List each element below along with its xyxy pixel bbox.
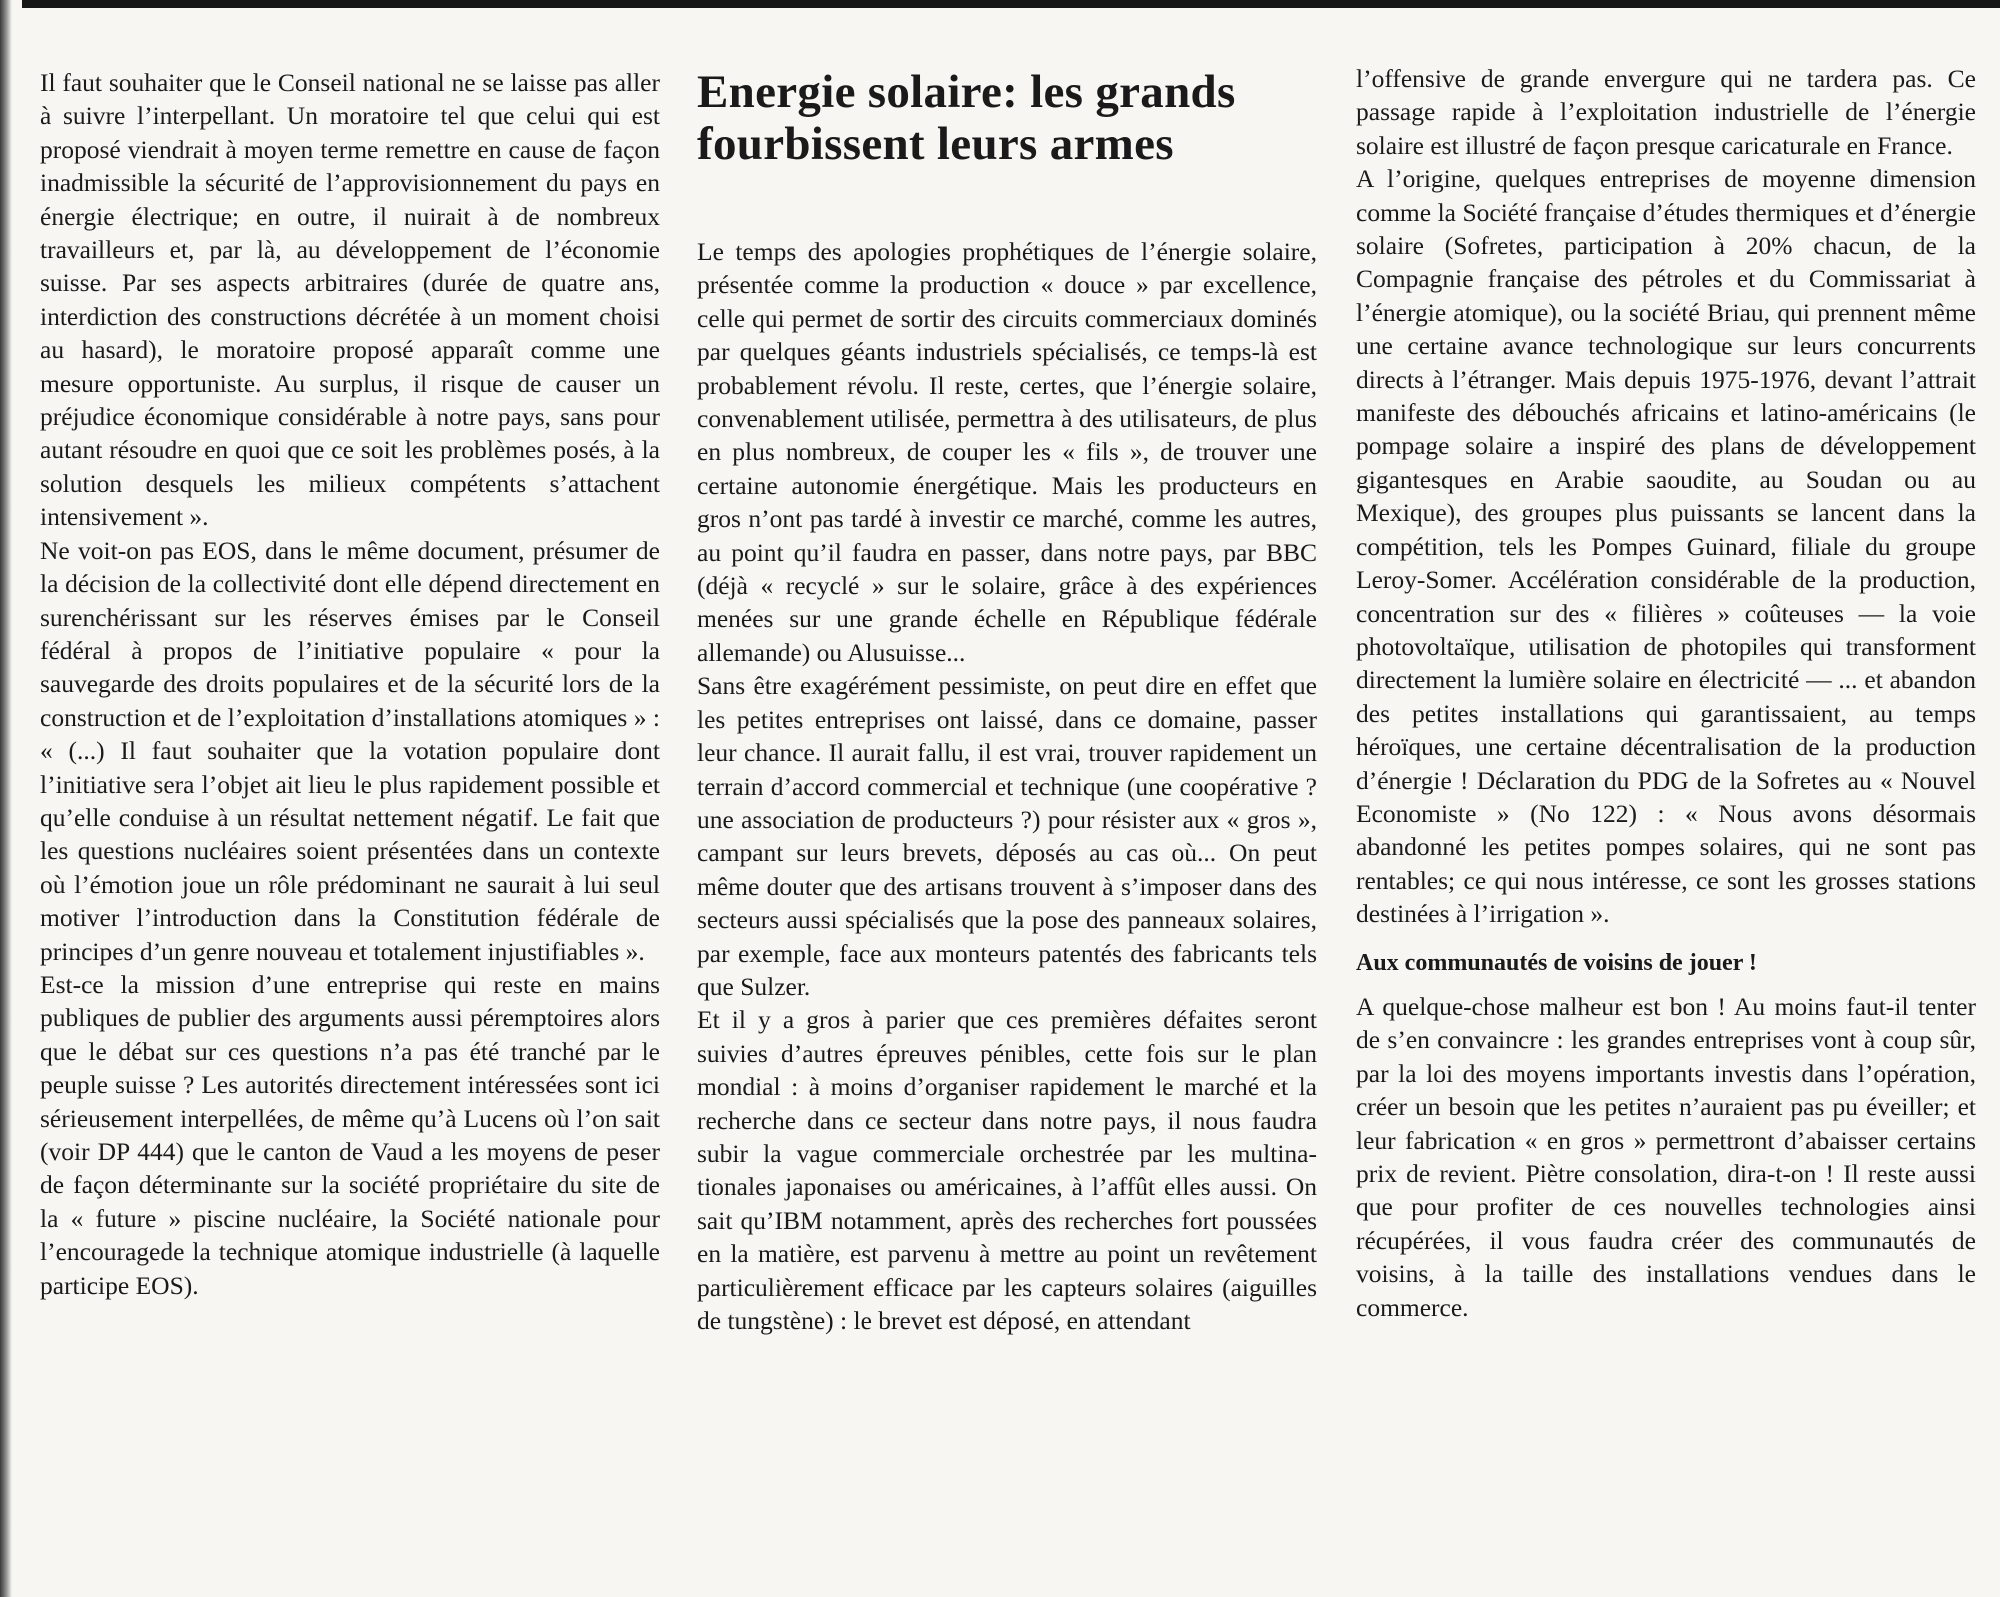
column-3-paragraph-2: A l’origine, quelques entreprises de moyenne dimension comme la Société française d’études thermiques et d’énergie solaire (Sofretes, participation à 20% chacun, de la Compagnie française des pétroles et du Commissariat à l’énergie atomique), ou la société Briau, qui prennent même une certaine avance technologique sur leurs concurrents directs à l’étranger. Mais depuis 1975-1976, devant l’attrait manifeste des débouchés africains et latino-américains (le pompage solaire a inspiré des plans de développement gigantesques en Arabie saoudite, au Soudan ou au Mexique), des groupes plus puissants se lancent dans la compétition, tels les Pompes Guinard, filiale du groupe Leroy-Somer. Accélération considérable de la production, concentration sur des « filières » coûteuses — la voie photovoltaïque, utilisation de photopiles qui transforment directement la lumière solaire en électricité — ... et abandon des petites installations qui garantissaient, au temps héroïques, une certaine décentralisation de la production d’énergie ! Déclaration du PDG de la Sofretes au « Nouvel Economiste » (No 122) : « Nous avons désormais abandonné les petites pompes solaires, qui ne sont pas rentables; ce qui nous intéresse, ce sont les grosses stations destinées à l’irrigation ». (1356, 164, 1976, 929)
section-subheading: Aux communautés de voisins de jouer ! (1356, 949, 1757, 976)
article-headline: Energie solaire: les grands fourbissent leurs armes (697, 66, 1236, 170)
column-3-paragraph-3: A quelque-chose malheur est bon ! Au moins faut-il tenter de s’en convaincre : les grandes entreprises vont à coup sûr, par la loi des moyens importants investis dans l’opération, créer un besoin que les petites n’auraient pas pu éveiller; et leur fabrication « en gros » permettront d’abaisser certains prix de revient. Piètre consolation, dira-t-on ! Il reste aussi que pour profiter de ces nouvelles technologies ainsi récupérées, il vous faudra créer des communautés de voisins, à la taille des installations vendues dans le commerce. (1356, 991, 1976, 1322)
column-3-paragraph-1: l’offensive de grande envergure qui ne tardera pas. Ce passage rapide à l’exploitation industrielle de l’énergie solaire est illustré de façon presque caricaturale en France. (1356, 64, 1976, 160)
page-edge-shadow (0, 0, 12, 1597)
column-1-paragraph-3: Est-ce la mission d’une entreprise qui reste en mains publiques de publier des arguments aussi péremptoires alors que le débat sur ces questions n’a pas été tranché par le peuple suisse ? Les autorités directement intéressées sont ici sérieusement interpellées, de même qu’à Lucens où l’on sait (voir DP 444) que le canton de Vaud a les moyens de peser de façon déterminante sur la société propriétaire du site de la « future » piscine nucléaire, la Société nationale pour l’encouragede la technique atomique industrielle (à laquelle participe EOS). (40, 969, 660, 1300)
top-rule (22, 0, 2000, 8)
column-1 (40, 66, 660, 1302)
column-2-paragraph-2: Sans être exagérément pessimiste, on peut dire en effet que les petites entreprises ont laissé, dans ce domaine, passer leur chance. Il aurait fallu, il est vrai, trouver rapidement un terrain d’accord commercial et technique (une coopérative ? une association de producteurs ?) pour résister aux « gros », campant sur leurs brevets, déposés au cas où... On peut même douter que des artisans trouvent à s’imposer dans des secteurs aussi spécialisés que la pose des panneaux solaires, par exemple, face aux monteurs patentés des fabricants tels que Sulzer. (697, 671, 1317, 1001)
column-3 (1356, 62, 1976, 1324)
column-1-paragraph-2: Ne voit-on pas EOS, dans le même document, présumer de la décision de la collectivité dont elle dépend directement en surenchérissant sur les réserves émises par le Conseil fédéral à propos de l’initiative populaire « pour la sauvegarde des droits populaires et de la sécurité lors de la construction et de l’exploitation d’installations atomiques » : « (...) Il faut souhaiter que la votation populaire dont l’initiative sera l’objet ait lieu le plus rapidement possible et qu’elle conduise à un résultat nettement négatif. Le fait que les questions nucléaires soient présentées dans un contexte où l’émotion joue un rôle prédominant ne saurait à lui seul motiver l’introduction dans la Constitution fédérale de principes d’un genre nouveau et totalement injustifiables ». (40, 535, 660, 966)
column-2-paragraph-3: Et il y a gros à parier que ces premières défaites seront suivies d’autres épreuves pénibles, cette fois sur le plan mondial : à moins d’organiser rapidement le marché et la recherche dans ce secteur dans notre pays, il nous faudra subir la vague commerciale orchestrée par les multinationales japonaises ou américaines, à l’affût elles aussi. On sait qu’IBM notamment, après des recherches fort poussées en la matière, est parvenu à mettre au point un revêtement particulièrement efficace par les capteurs solaires (aiguilles de tungstène) : le brevet est déposé, en attendant (697, 1005, 1317, 1335)
column-2-paragraph-1: Le temps des apologies prophétiques de l’énergie solaire, présentée comme la production « douce » par excellence, celle qui permet de sortir des circuits commerciaux dominés par quelques géants industriels spécialisés, ce temps-là est probablement révolu. Il reste, certes, que l’énergie solaire, convenablement utilisée, permettra à des utilisateurs, de plus en plus nombreux, de couper les « fils », de trouver une certaine autonomie énergétique. Mais les producteurs en gros n’ont pas tardé à investir ce marché, comme les autres, au point qu’il faudra en passer, dans notre pays, par BBC (déjà « recyclé » sur le solaire, grâce à des expériences menées sur une grande échelle en République fédérale allemande) ou Alusuisse... (697, 237, 1317, 667)
column-2 (697, 235, 1317, 1337)
column-1-paragraph-1: Il faut souhaiter que le Conseil national ne se laisse pas aller à suivre l’interpellant. Un moratoire tel que celui qui est proposé viendrait à moyen terme remettre en cause de façon inadmissible la sécurité de l’approvisionnement du pays en énergie électrique; en outre, il nuirait à de nombreux travailleurs et, par là, au développement de l’économie suisse. Par ses aspects arbitraires (durée de quatre ans, interdiction des constructions décrétée à un moment choisi au hasard), le moratoire proposé apparaît comme une mesure opportuniste. Au surplus, il risque de causer un préjudice économique considérable à notre pays, sans pour autant résoudre en quoi que ce soit les problèmes posés, à la solution desquels les milieux compétents s’attachent intensivement ». (40, 68, 660, 532)
